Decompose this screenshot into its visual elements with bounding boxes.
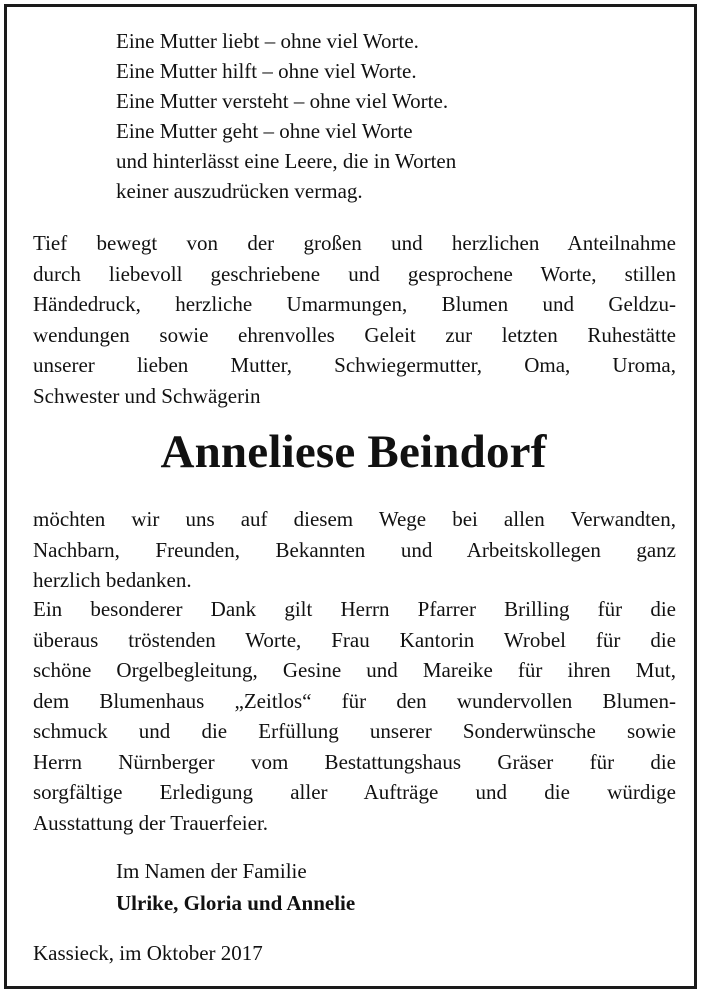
- poem-line: und hinterlässt eine Leere, die in Worten: [116, 149, 457, 173]
- place-date: Kassieck, im Oktober 2017: [33, 941, 263, 965]
- poem-line: Eine Mutter geht – ohne viel Worte: [116, 119, 413, 143]
- paragraph-line: sorgfältige Erledigung aller Aufträge und die würdige: [33, 780, 676, 804]
- poem-line: Eine Mutter versteht – ohne viel Worte.: [116, 89, 449, 113]
- paragraph-line: unserer lieben Mutter, Schwiegermutter, Oma, Uroma,: [33, 353, 676, 377]
- paragraph-line: Nachbarn, Freunden, Bekannten und Arbeitskollegen ganz: [33, 537, 676, 562]
- paragraph-line: möchten wir uns auf diesem Wege bei allen Verwandten,: [33, 507, 676, 531]
- poem-line: Eine Mutter hilft – ohne viel Worte.: [116, 59, 417, 83]
- paragraph-line: wendungen sowie ehrenvolles Geleit zur letzten Ruhestätte: [33, 322, 676, 347]
- signature-intro: Im Namen der Familie: [116, 859, 307, 883]
- paragraph-line: Händedruck, herzliche Umarmungen, Blumen und Geldzu-: [33, 292, 676, 316]
- paragraph-line: Schwester und Schwägerin: [33, 383, 261, 408]
- paragraph-line: überaus tröstenden Worte, Frau Kantorin Wrobel für die: [33, 627, 676, 652]
- thanks-paragraph: [33, 504, 676, 596]
- signature-names: Ulrike, Gloria und Annelie: [116, 891, 356, 915]
- paragraph-line: Ausstattung der Trauerfeier.: [33, 810, 269, 835]
- paragraph-line: durch liebevoll geschriebene und gesprochene Worte, stillen: [33, 261, 676, 286]
- signature-block: [116, 855, 355, 919]
- paragraph-line: schmuck und die Erfüllung unserer Sonderwünsche sowie: [33, 719, 676, 743]
- poem-line: Eine Mutter liebt – ohne viel Worte.: [116, 29, 419, 53]
- paragraph-line: Ein besonderer Dank gilt Herrn Pfarrer Brilling für die: [33, 597, 676, 621]
- special-thanks-paragraph: [33, 594, 676, 838]
- paragraph-line: Herrn Nürnberger vom Bestattungshaus Gräser für die: [33, 749, 676, 774]
- paragraph-line: Tief bewegt von der großen und herzlichen Anteilnahme: [33, 231, 676, 255]
- paragraph-line: schöne Orgelbegleitung, Gesine und Mareike für ihren Mut,: [33, 658, 676, 682]
- poem: [116, 26, 456, 206]
- poem-line: keiner auszudrücken vermag.: [116, 179, 363, 203]
- paragraph-line: herzlich bedanken.: [33, 568, 192, 592]
- deceased-name: Anneliese Beindorf: [160, 426, 547, 478]
- paragraph-line: dem Blumenhaus „Zeitlos“ für den wundervollen Blumen-: [33, 688, 676, 713]
- intro-paragraph: [33, 228, 676, 411]
